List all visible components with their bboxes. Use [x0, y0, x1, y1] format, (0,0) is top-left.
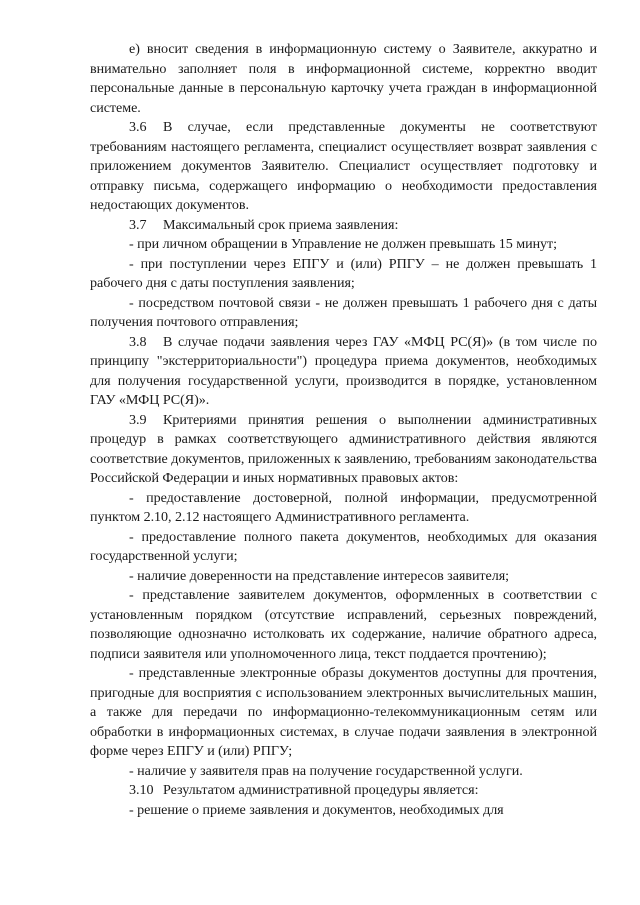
list-item	[90, 586, 597, 664]
clause-3-9	[90, 411, 597, 489]
clause-number: 3.7	[129, 216, 147, 233]
clause-number: 3.9	[129, 411, 147, 428]
list-item	[90, 567, 597, 587]
paragraph-text: - предоставление полного пакета документов, необходимых для оказания государственной услуги;	[90, 528, 597, 564]
document-page	[90, 40, 597, 820]
list-item	[90, 664, 597, 762]
paragraph-text: - при личном обращении в Управление не должен превышать 15 минут;	[129, 236, 558, 252]
paragraph-text: - наличие доверенности на представление интересов заявителя;	[129, 567, 510, 584]
paragraph-e-item	[90, 40, 597, 118]
paragraph-text: В случае подачи заявления через ГАУ «МФЦ РС(Я)» (в том числе по принципу "экстерриториальности") процедура приема документов, необходимых для получения государственной услуги, производится в порядке, установленном ГАУ «МФЦ РС(Я)».	[90, 333, 597, 408]
paragraph-text: Результатом административной процедуры является:	[163, 782, 479, 798]
clause-number: 3.6	[129, 119, 147, 135]
list-item	[90, 528, 597, 567]
paragraph-text: Максимальный срок приема заявления:	[163, 216, 399, 233]
list-item	[90, 235, 597, 255]
paragraph-text: Критериями принятия решения о выполнении административных процедур в рамках соответствующего административного действия являются соответствие документов, приложенных к заявлению, требованиям законодательства Российской Федерации и иных нормативных правовых актов:	[90, 411, 597, 486]
clause-3-8	[90, 333, 597, 411]
list-item	[90, 294, 597, 333]
clause-3-6	[90, 118, 597, 216]
list-item	[90, 762, 597, 782]
list-item	[90, 489, 597, 528]
list-item	[90, 255, 597, 294]
paragraph-text: - решение о приеме заявления и документов, необходимых для	[129, 801, 504, 818]
paragraph-text: - представленные электронные образы документов доступны для прочтения, пригодные для восприятия с использованием электронных вычислительных машин, а также для передачи по информационно-телекоммуникационным сетям или обработки в информационных системах, в случае подачи заявления в электронной форме через ЕПГУ и (или) РПГУ;	[90, 665, 597, 759]
clause-3-7	[90, 216, 597, 236]
paragraph-text: е) вносит сведения в информационную систему о Заявителе, аккуратно и внимательно заполняет поля в информационной системе, корректно вводит персональные данные в персональную карточку учета граждан в информационной системе.	[90, 41, 597, 116]
paragraph-text: - предоставление достоверной, полной информации, предусмотренной пунктом 2.10, 2.12 настоящего Административного регламента.	[90, 489, 597, 525]
paragraph-text: - при поступлении через ЕПГУ и (или) РПГУ – не должен превышать 1 рабочего дня с даты поступления заявления;	[90, 255, 597, 291]
paragraph-text: - представление заявителем документов, оформленных в соответствии с установленным порядком (отсутствие исправлений, серьезных повреждений, позволяющие однозначно истолковать их содержание, наличие обратного адреса, подписи заявителя или уполномоченного лица, текст поддается прочтению);	[90, 587, 597, 662]
list-item	[90, 801, 597, 821]
paragraph-text: - посредством почтовой связи - не должен превышать 1 рабочего дня с даты получения почтового отправления;	[90, 294, 597, 330]
clause-number: 3.10	[129, 782, 154, 798]
clause-number: 3.8	[129, 333, 147, 350]
paragraph-text: В случае, если представленные документы не соответствуют требованиям настоящего регламента, специалист осуществляет возврат заявления с приложением документов Заявителю. Специалист осуществляет подготовку и отправку письма, содержащего информацию о необходимости предоставления недостающих документов.	[90, 119, 597, 213]
clause-3-10	[90, 781, 597, 801]
paragraph-text: - наличие у заявителя прав на получение государственной услуги.	[129, 762, 523, 779]
